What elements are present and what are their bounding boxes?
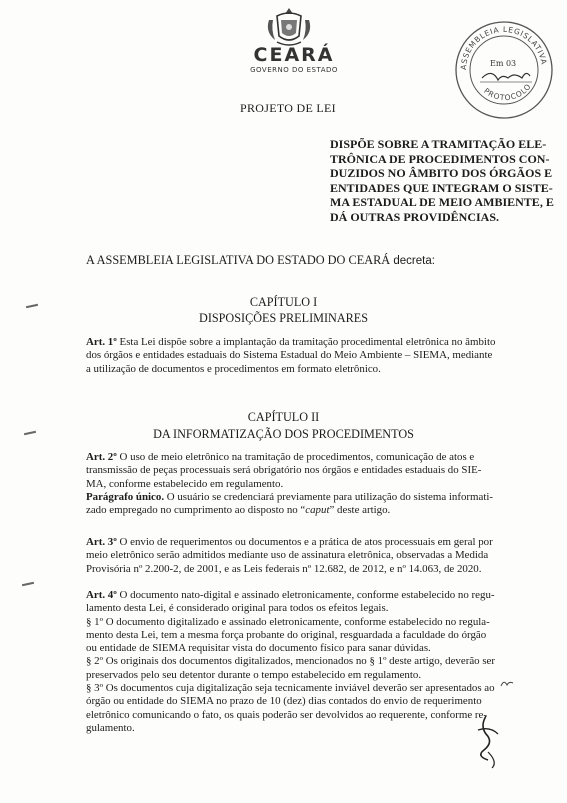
- stamp-signature-icon: [482, 73, 530, 80]
- ementa-line: TRÔNICA DE PROCEDIMENTOS CON-: [330, 151, 550, 166]
- article-2-line: O uso de meio eletrônico na tramitação de procedimentos, comunicação de atos e: [116, 451, 475, 463]
- protocol-stamp: [452, 18, 556, 122]
- ementa-line: DUZIDOS NO ÂMBITO DOS ÓRGÃOS E: [330, 166, 553, 181]
- article-1-line: dos órgãos e entidades estaduais do Sistema Estadual do Meio Ambiente – SIEMA, mediante: [86, 349, 493, 362]
- ementa-line: ENTIDADES QUE INTEGRAM O SISTE-: [330, 180, 553, 195]
- enacting-clause-main: A ASSEMBLEIA LEGISLATIVA DO ESTADO DO CEARÁ: [86, 253, 391, 267]
- margin-mark: [22, 582, 34, 586]
- stamp-ring-top-text: ASSEMBLEIA LEGISLATIVA: [458, 24, 549, 71]
- article-4: [86, 589, 532, 735]
- chapter-1-subtitle: DISPOSIÇÕES PRELIMINARES: [199, 311, 368, 325]
- paragraph-unico-line: ” deste artigo.: [329, 504, 391, 517]
- article-4-label: Art. 4º: [86, 589, 117, 601]
- article-3-label: Art. 3º: [86, 536, 117, 548]
- article-1-label: Art. 1º: [86, 336, 117, 348]
- article-4-paragraph-2-line: § 2º Os originais dos documentos digitalizados, mencionados no § 1º deste artigo, deverão ser: [86, 655, 496, 668]
- article-4-paragraph-2-line: preservados pelo seu detentor durante o tempo estabelecido em regulamento.: [86, 668, 422, 681]
- article-3-line: meio eletrônico serão admitidos mediante uso de assinatura eletrônica, observadas a Medida: [86, 549, 489, 562]
- article-1: [86, 336, 532, 376]
- chapter-2-title: CAPÍTULO II: [247, 410, 320, 424]
- article-4-line: lamento desta Lei, é considerado original para todos os efeitos legais.: [86, 602, 389, 615]
- article-4-paragraph-1-line: § 1º O documento digitalizado e assinado eletronicamente, conforme estabelecido no regula-: [86, 615, 490, 628]
- article-3-line: Provisória nº 2.200-2, de 2001, e as Leis federais nº 12.682, de 2012, e nº 14.063, de 2020.: [86, 562, 482, 575]
- article-3-line: O envio de requerimentos ou documentos e a prática de atos processuais em geral por: [116, 536, 493, 548]
- paragraph-unico-label: Parágrafo único.: [86, 490, 165, 503]
- ementa-line: DÁ OUTRAS PROVIDÊNCIAS.: [330, 209, 500, 224]
- initial-mark-icon: [500, 678, 514, 688]
- handwritten-initials-icon: [468, 712, 508, 770]
- article-4-paragraph-1-line: mento desta Lei, tem a mesma força probante do original, resguardada a faculdade do órgão: [86, 628, 487, 641]
- stamp-ring-bottom-text: PROTOCOLO: [482, 81, 534, 103]
- paragraph-unico-line: O usuário se credenciará previamente para utilização do sistema informati-: [164, 490, 494, 503]
- article-3: [86, 536, 532, 576]
- state-name-logo: CEARÁ: [253, 44, 335, 66]
- article-4-paragraph-3-line: órgão ou entidade do SIEMA no prazo de 10 (dez) dias contados do envio de requerimento: [86, 695, 482, 708]
- svg-text:PROTOCOLO: [482, 82, 533, 102]
- caput-term: caput: [305, 504, 330, 517]
- article-1-line: a utilização de documentos e procedimentos em formato eletrônico.: [86, 362, 381, 375]
- paragraph-unico-line: zado empregado no cumprimento ao disposto no “: [86, 504, 306, 517]
- enacting-clause-end: decreta:: [390, 255, 435, 267]
- article-4-paragraph-1-line: ou entidade de SIEMA requisitar vista do documento físico para sanar dúvidas.: [86, 642, 431, 655]
- ementa-block: [330, 137, 554, 225]
- article-2-line: transmissão de peças processuais será obrigatório nos órgãos e entidades estaduais do SIE-: [86, 464, 482, 477]
- article-4-paragraph-3-line: § 3º Os documentos cuja digitalização seja tecnicamente inviável deverão ser apresentados ao: [86, 682, 495, 695]
- article-2-line: MA, conforme estabelecido em regulamento.: [86, 477, 284, 490]
- stamp-date-text: Em 03: [490, 59, 517, 68]
- article-2: [86, 451, 532, 517]
- ementa-line: DISPÕE SOBRE A TRAMITAÇÃO ELE-: [330, 137, 547, 151]
- article-1-line: Esta Lei dispõe sobre a implantação da tramitação procedimental eletrônica no âmbito: [116, 336, 496, 348]
- ceara-coat-of-arms-icon: [263, 6, 315, 48]
- article-2-label: Art. 2º: [86, 451, 117, 463]
- article-4-line: O documento nato-digital e assinado eletronicamente, conforme estabelecido no regu-: [116, 589, 495, 601]
- article-4-paragraph-3-line: eletrônico comunicando o fato, os quais poderão ser devolvidos ao requerente, conforme re-: [86, 708, 487, 721]
- chapter-1-title: CAPÍTULO I: [249, 295, 318, 309]
- document-title: PROJETO DE LEI: [240, 101, 336, 115]
- chapter-2-subtitle: DA INFORMATIZAÇÃO DOS PROCEDIMENTOS: [153, 427, 414, 441]
- ementa-line: MA ESTADUAL DE MEIO AMBIENTE, E: [330, 195, 554, 210]
- article-4-paragraph-3-line: gulamento.: [86, 721, 135, 734]
- government-label: GOVERNO DO ESTADO: [250, 66, 338, 74]
- enacting-clause: [86, 253, 435, 268]
